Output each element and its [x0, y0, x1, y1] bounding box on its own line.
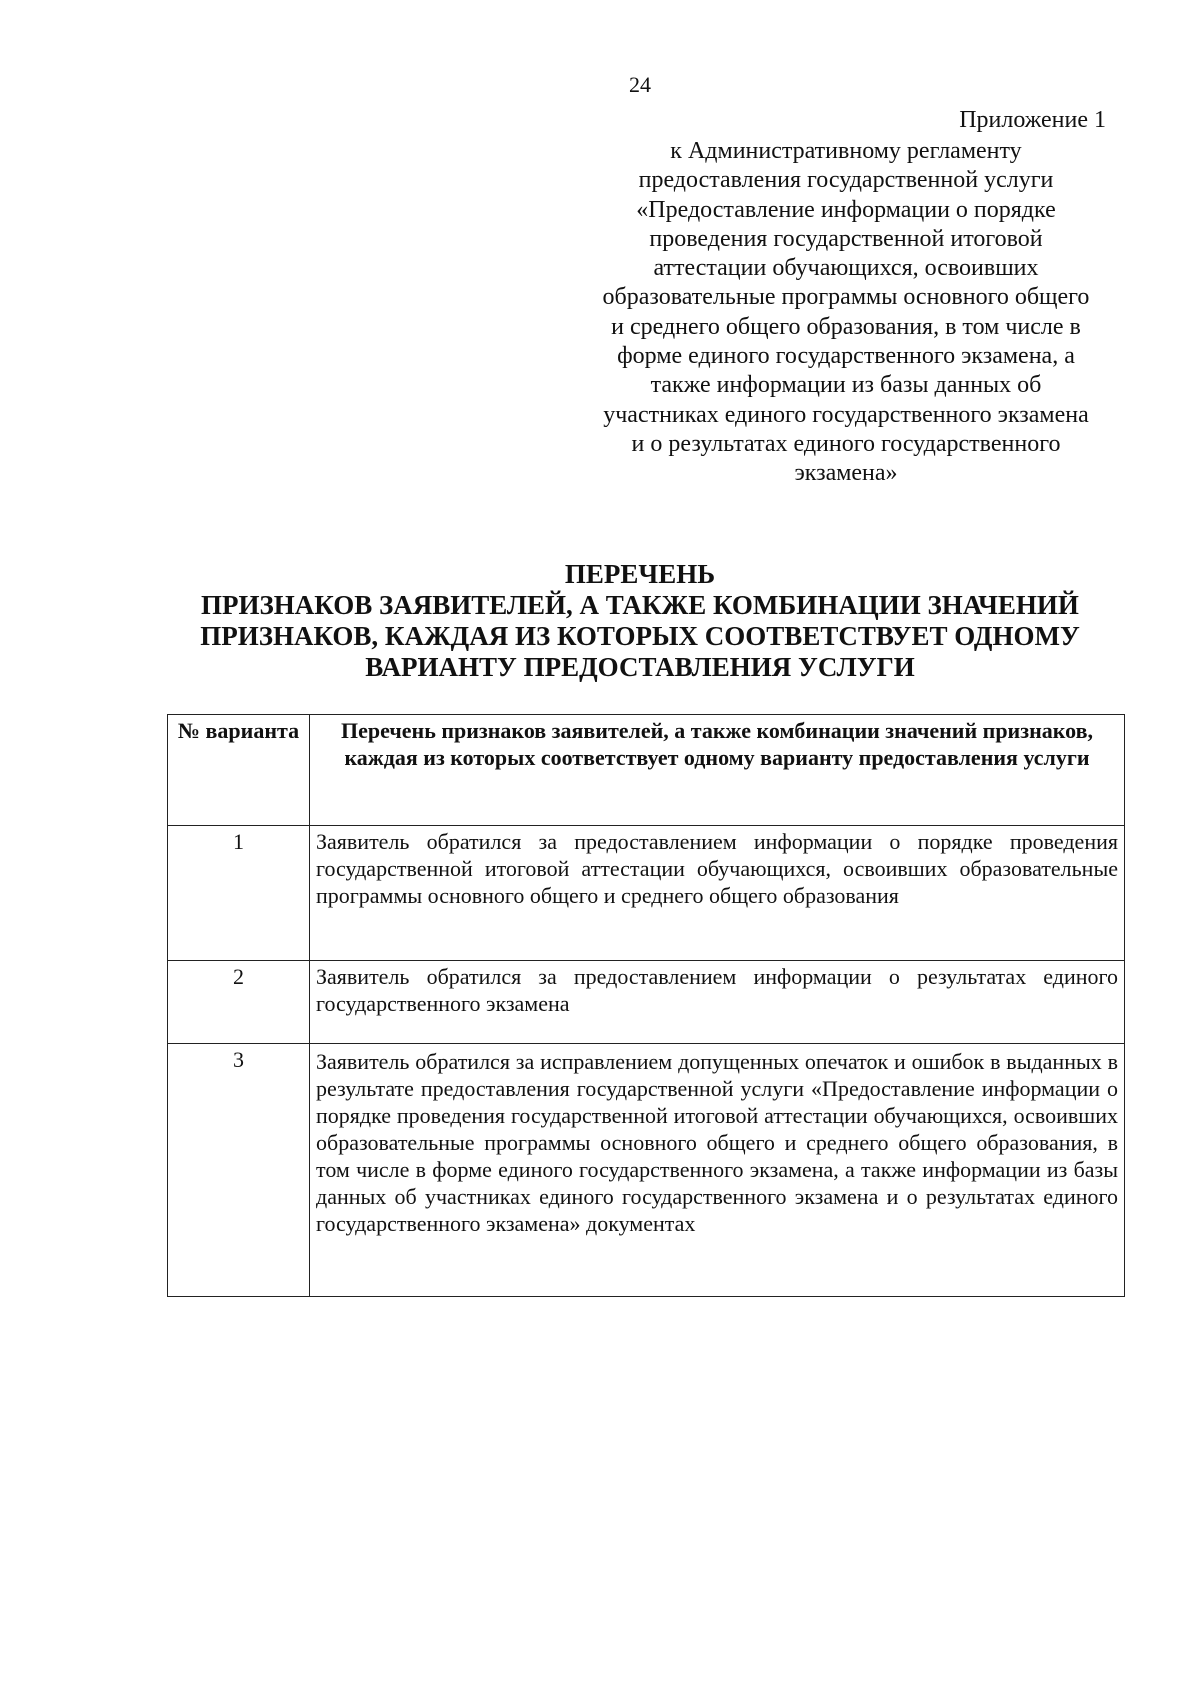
- appendix-line: и о результатах единого государственного: [631, 430, 1061, 457]
- variant-description: Заявитель обратился за предоставлением информации о результатах единого государственного экзамена: [310, 961, 1125, 1044]
- appendix-line: аттестации обучающихся, освоивших: [653, 255, 1039, 282]
- appendix-line: и среднего общего образования, в том числе в: [611, 313, 1081, 340]
- header-description: Перечень признаков заявителей, а также комбинации значений признаков, каждая из которых соответствует одному варианту предоставления услуги: [310, 715, 1125, 826]
- appendix-line: форме единого государственного экзамена, а: [617, 343, 1075, 370]
- appendix-line: предоставления государственной услуги: [638, 167, 1054, 194]
- variant-number: 2: [168, 961, 310, 1044]
- appendix-label: Приложение 1: [959, 107, 1106, 133]
- appendix-line: экзамена»: [794, 460, 898, 487]
- title-line: ВАРИАНТУ ПРЕДОСТАВЛЕНИЯ УСЛУГИ: [365, 652, 915, 682]
- variant-number: 1: [168, 826, 310, 961]
- table-row: [168, 1044, 1125, 1297]
- table-header-row: [168, 715, 1125, 826]
- appendix-line: также информации из базы данных об: [650, 372, 1042, 399]
- title-line: ПЕРЕЧЕНЬ: [564, 559, 716, 589]
- variant-number: 3: [168, 1044, 310, 1297]
- document-title: [100, 559, 1180, 683]
- header-number: № варианта: [168, 715, 310, 826]
- variant-description: Заявитель обратился за исправлением допущенных опечаток и ошибок в выданных в результате предоставления государственной услуги «Предоставление информации о порядке проведения государственной итоговой аттестации обучающихся, освоивших образовательные программы основного общего и среднего общего образования, в том числе в форме единого государственного экзамена, а также информации из базы данных об участниках единого государственного экзамена и о результатах единого государственного экзамена» документах: [310, 1044, 1125, 1297]
- appendix-line: участниках единого государственного экзамена: [603, 401, 1089, 428]
- appendix-line: проведения государственной итоговой: [649, 225, 1043, 252]
- appendix-line: образовательные программы основного общего: [602, 284, 1090, 311]
- variants-table: [167, 714, 1125, 1297]
- title-line: ПРИЗНАКОВ, КАЖДАЯ ИЗ КОТОРЫХ СООТВЕТСТВУЕТ ОДНОМУ: [200, 621, 1080, 651]
- appendix-line: к Административному регламенту: [670, 138, 1022, 164]
- page-number: 24: [629, 72, 651, 97]
- appendix-line: «Предоставление информации о порядке: [636, 196, 1056, 223]
- table-row: [168, 961, 1125, 1044]
- variant-description: Заявитель обратился за предоставлением информации о порядке проведения государственной итоговой аттестации обучающихся, освоивших образовательные программы основного общего и среднего общего образования: [310, 826, 1125, 961]
- appendix-reference: [570, 137, 1122, 489]
- title-line: ПРИЗНАКОВ ЗАЯВИТЕЛЕЙ, А ТАКЖЕ КОМБИНАЦИИ ЗНАЧЕНИЙ: [201, 590, 1079, 620]
- table-row: [168, 826, 1125, 961]
